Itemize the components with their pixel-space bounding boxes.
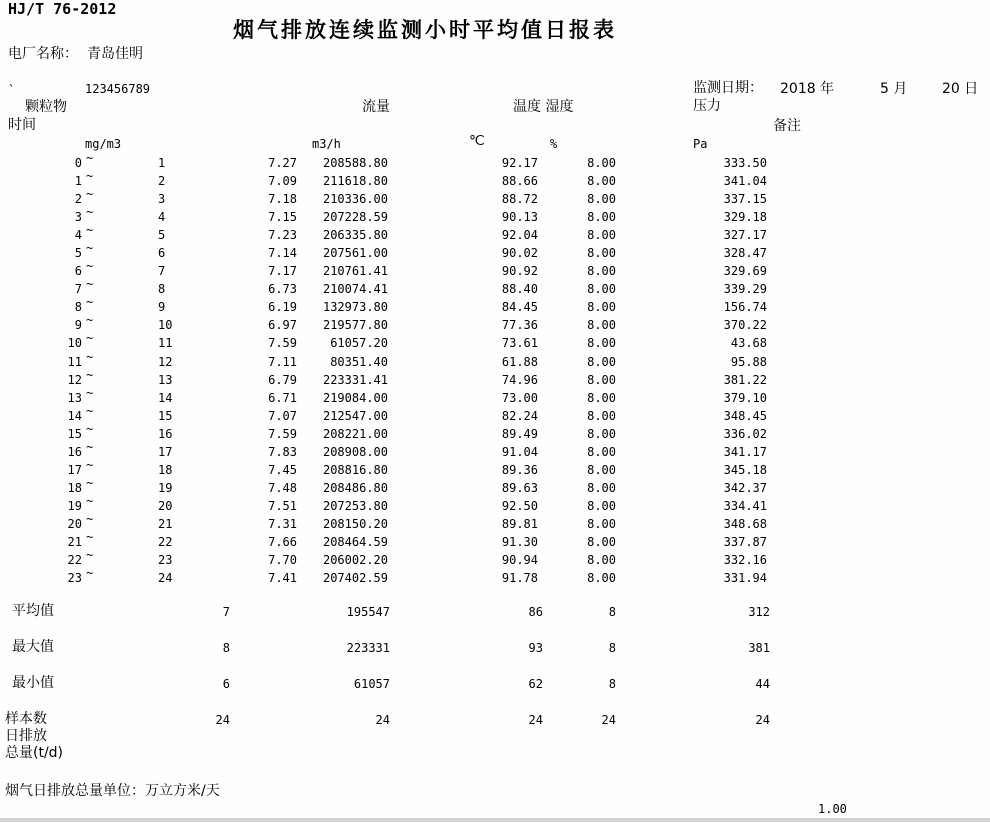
tilde-separator: ~ [86,205,94,220]
cell-temperature: 88.40 [501,282,538,297]
cell-pressure: 333.50 [723,156,767,170]
cell-hour-end: 20 [158,498,173,513]
table-row [0,349,990,371]
cell-hour-end: 21 [158,516,173,531]
cell-pressure: 331.94 [723,571,767,586]
cell-hour-start: 7 [74,282,82,297]
table-row [0,241,990,262]
cell-flow: 223331.41 [322,372,388,387]
cell-dust: 6.97 [268,318,297,333]
table-row [0,151,990,172]
cell-pressure: 328.47 [723,246,767,261]
cell-flow: 210074.41 [322,282,388,297]
cell-hour-end: 8 [158,282,166,297]
cell-hour-end: 16 [158,426,173,441]
cell-flow: 208464.59 [322,534,388,549]
cell-flow: 132973.80 [322,300,388,315]
cell-flow: 211618.80 [322,174,388,189]
cell-hour-start: 8 [74,300,82,315]
cell-hour-end: 10 [158,318,173,333]
summary-temperature: 24 [528,713,543,727]
cell-hour-start: 4 [74,228,82,243]
cell-hour-start: 17 [67,462,82,477]
table-row [0,439,990,461]
cell-dust: 7.15 [268,210,297,225]
cell-humidity: 8.00 [587,462,616,477]
cell-flow: 219084.00 [322,390,388,405]
cell-dust: 7.70 [268,553,297,568]
column-header-flow: 流量 [362,99,390,115]
tilde-separator: ~ [86,439,94,454]
page-scale-value: 1.00 [818,802,847,816]
table-row [0,421,990,443]
summary-temperature: 93 [528,641,543,655]
cell-temperature: 90.92 [501,264,538,279]
cell-hour-start: 1 [74,174,82,189]
cell-hour-start: 9 [74,318,82,333]
cell-pressure: 95.88 [730,354,767,369]
unit-temperature: ℃ [469,133,485,149]
summary-flow: 61057 [353,677,390,691]
cell-hour-end: 7 [158,264,166,279]
cell-flow: 206335.80 [322,228,388,243]
cell-humidity: 8.00 [587,300,616,315]
tilde-separator: ~ [86,151,94,165]
tilde-separator: ~ [86,493,94,508]
cell-dust: 6.73 [268,282,297,297]
unit-humidity: % [550,137,558,151]
tilde-separator: ~ [86,313,94,328]
summary-humidity: 24 [601,713,616,727]
cell-hour-start: 0 [74,156,82,170]
tilde-separator: ~ [86,529,94,544]
table-row [0,548,990,569]
cell-humidity: 8.00 [587,372,616,387]
summary-label: 最小值 [12,675,54,691]
cell-humidity: 8.00 [587,534,616,549]
cell-flow: 208816.80 [322,462,388,477]
cell-temperature: 91.30 [501,534,538,549]
cell-pressure: 348.68 [723,516,767,531]
table-row [0,403,990,425]
cell-humidity: 8.00 [587,318,616,333]
tilde-separator: ~ [86,223,94,238]
cell-flow: 212547.00 [322,408,388,423]
cell-pressure: 156.74 [723,300,767,315]
cell-dust: 7.17 [268,264,297,279]
table-row [0,367,990,389]
table-row [0,187,990,208]
daily-emission-label-line1: 日排放 [5,728,47,744]
column-header-temp-humidity: 温度 湿度 [513,99,574,115]
table-row [0,493,990,515]
table-row [0,566,990,587]
cell-hour-start: 6 [74,264,82,279]
cell-pressure: 329.69 [723,264,767,279]
cell-temperature: 92.04 [501,228,538,243]
cell-hour-start: 21 [67,534,82,549]
tilde-separator: ~ [86,511,94,526]
summary-dust: 24 [215,713,230,727]
cell-temperature: 90.02 [501,246,538,261]
cell-humidity: 8.00 [587,228,616,243]
column-header-pressure: 压力 [693,98,721,114]
footer-unit-note: 烟气日排放总量单位：万立方米/天 [5,783,220,799]
cell-humidity: 8.00 [587,480,616,495]
cell-hour-start: 3 [74,210,82,225]
unit-pressure: Pa [693,137,708,151]
cell-hour-start: 11 [67,354,82,369]
cell-hour-end: 12 [158,354,173,369]
summary-flow: 195547 [346,605,390,619]
summary-row-average [0,604,990,620]
cell-flow: 207253.80 [322,498,388,513]
cell-flow: 208150.20 [322,516,388,531]
cell-humidity: 8.00 [587,210,616,225]
summary-humidity: 8 [608,605,616,619]
cell-temperature: 82.24 [501,408,538,423]
cell-humidity: 8.00 [587,426,616,441]
cell-hour-end: 19 [158,480,173,495]
cell-hour-end: 9 [158,300,166,315]
summary-humidity: 8 [608,641,616,655]
unit-dust: mg/m3 [85,137,122,151]
cell-temperature: 92.17 [501,156,538,170]
cell-temperature: 73.00 [501,390,538,405]
cell-hour-end: 22 [158,534,173,549]
summary-temperature: 86 [528,605,543,619]
cell-dust: 7.83 [268,444,297,459]
cell-temperature: 89.49 [501,426,538,441]
serial-number: 123456789 [85,82,151,96]
cell-flow: 80351.40 [330,354,388,369]
cell-humidity: 8.00 [587,571,616,586]
cell-pressure: 379.10 [723,390,767,405]
tilde-separator: ~ [86,331,94,346]
cell-temperature: 90.13 [501,210,538,225]
cell-flow: 207561.00 [322,246,388,261]
cell-flow: 206002.20 [322,553,388,568]
cell-hour-end: 23 [158,553,173,568]
hourly-data-table [0,151,990,587]
cell-pressure: 342.37 [723,480,767,495]
table-row [0,295,990,316]
cell-pressure: 336.02 [723,426,767,441]
summary-flow: 24 [375,713,390,727]
cell-temperature: 91.78 [501,571,538,586]
cell-temperature: 61.88 [501,354,538,369]
cell-dust: 6.19 [268,300,297,315]
standard-code: HJ/T 76-2012 [8,0,117,18]
cell-pressure: 332.16 [723,553,767,568]
cell-humidity: 8.00 [587,264,616,279]
tilde-separator: ~ [86,187,94,202]
cell-dust: 7.27 [268,156,297,170]
report-title: 烟气排放连续监测小时平均值日报表 [233,18,617,42]
cell-temperature: 90.94 [501,553,538,568]
summary-dust: 6 [222,677,230,691]
cell-dust: 7.48 [268,480,297,495]
cell-flow: 208908.00 [322,444,388,459]
cell-hour-start: 13 [67,390,82,405]
cell-pressure: 43.68 [730,336,767,351]
cell-dust: 7.41 [268,571,297,586]
cell-pressure: 337.15 [723,192,767,207]
cell-flow: 210336.00 [322,192,388,207]
summary-temperature: 62 [528,677,543,691]
table-row [0,529,990,551]
cell-humidity: 8.00 [587,516,616,531]
summary-row-sample-count [0,712,990,728]
monitor-date-label: 监测日期： [693,80,763,96]
cell-dust: 7.66 [268,534,297,549]
table-row [0,385,990,407]
cell-hour-start: 19 [67,498,82,513]
tilde-separator: ~ [86,349,94,364]
cell-humidity: 8.00 [587,444,616,459]
cell-hour-start: 5 [74,246,82,261]
cell-flow: 207228.59 [322,210,388,225]
cell-dust: 7.23 [268,228,297,243]
cell-hour-end: 17 [158,444,173,459]
cell-temperature: 91.04 [501,444,538,459]
cell-humidity: 8.00 [587,498,616,513]
tilde-separator: ~ [86,295,94,310]
tick-mark: ` [8,83,16,97]
cell-temperature: 92.50 [501,498,538,513]
cell-hour-end: 11 [158,336,173,351]
summary-flow: 223331 [346,641,390,655]
unit-flow: m3/h [312,137,341,151]
summary-humidity: 8 [608,677,616,691]
cell-hour-end: 14 [158,390,173,405]
cell-hour-start: 18 [67,480,82,495]
table-row [0,205,990,226]
summary-pressure: 44 [755,677,770,691]
cell-dust: 7.09 [268,174,297,189]
column-header-time: 时间 [8,117,36,133]
cell-pressure: 329.18 [723,210,767,225]
cell-temperature: 89.63 [501,480,538,495]
table-row [0,475,990,497]
summary-row-minimum [0,676,990,692]
cell-pressure: 337.87 [723,534,767,549]
cell-temperature: 89.36 [501,462,538,477]
plant-name-value: 青岛佳明 [87,46,143,62]
cell-pressure: 345.18 [723,462,767,477]
summary-pressure: 312 [748,605,770,619]
cell-humidity: 8.00 [587,553,616,568]
tilde-separator: ~ [86,403,94,418]
cell-hour-start: 14 [67,408,82,423]
cell-flow: 208221.00 [322,426,388,441]
cell-hour-end: 24 [158,571,173,586]
cell-humidity: 8.00 [587,408,616,423]
tilde-separator: ~ [86,367,94,382]
cell-dust: 7.18 [268,192,297,207]
cell-pressure: 327.17 [723,228,767,243]
cell-hour-end: 15 [158,408,173,423]
cell-flow: 207402.59 [322,571,388,586]
summary-dust: 7 [222,605,230,619]
cell-hour-end: 3 [158,192,166,207]
cell-dust: 7.45 [268,462,297,477]
tilde-separator: ~ [86,475,94,490]
summary-pressure: 381 [748,641,770,655]
cell-temperature: 84.45 [501,300,538,315]
cell-humidity: 8.00 [587,156,616,170]
cell-hour-start: 23 [67,571,82,586]
cell-hour-start: 15 [67,426,82,441]
table-row [0,331,990,352]
cell-pressure: 341.04 [723,174,767,189]
daily-emission-label-line2: 总量(t/d) [5,745,64,761]
cell-temperature: 73.61 [501,336,538,351]
summary-label: 最大值 [12,639,54,655]
cell-dust: 7.31 [268,516,297,531]
cell-pressure: 348.45 [723,408,767,423]
cell-temperature: 88.66 [501,174,538,189]
cell-hour-start: 2 [74,192,82,207]
column-header-remark: 备注 [773,118,801,134]
tilde-separator: ~ [86,259,94,274]
plant-name-label: 电厂名称： [8,46,78,62]
cell-dust: 6.79 [268,372,297,387]
cell-flow: 208486.80 [322,480,388,495]
table-row [0,169,990,190]
cell-hour-start: 22 [67,553,82,568]
summary-label: 平均值 [12,603,54,619]
cell-dust: 7.59 [268,336,297,351]
cell-humidity: 8.00 [587,192,616,207]
cell-dust: 7.14 [268,246,297,261]
cell-dust: 7.07 [268,408,297,423]
cell-humidity: 8.00 [587,282,616,297]
cell-hour-end: 18 [158,462,173,477]
monitor-date-day: 20 日 [942,81,979,97]
cell-temperature: 89.81 [501,516,538,531]
cell-hour-start: 12 [67,372,82,387]
summary-dust: 8 [222,641,230,655]
cell-flow: 210761.41 [322,264,388,279]
cell-dust: 7.51 [268,498,297,513]
tilde-separator: ~ [86,169,94,184]
cell-hour-end: 4 [158,210,166,225]
tilde-separator: ~ [86,385,94,400]
window-bottom-edge [0,818,990,822]
monitor-date-month: 5 月 [880,81,908,97]
table-row [0,259,990,280]
cell-temperature: 74.96 [501,372,538,387]
cell-humidity: 8.00 [587,390,616,405]
cell-pressure: 339.29 [723,282,767,297]
cell-hour-start: 16 [67,444,82,459]
cell-flow: 61057.20 [330,336,388,351]
cell-flow: 219577.80 [322,318,388,333]
cell-hour-start: 20 [67,516,82,531]
table-row [0,511,990,533]
cell-hour-end: 2 [158,174,166,189]
monitor-date-year: 2018 年 [780,81,835,97]
summary-row-maximum [0,640,990,656]
cell-temperature: 88.72 [501,192,538,207]
cell-humidity: 8.00 [587,336,616,351]
cell-dust: 7.59 [268,426,297,441]
tilde-separator: ~ [86,421,94,436]
cell-pressure: 334.41 [723,498,767,513]
cell-humidity: 8.00 [587,354,616,369]
cell-pressure: 341.17 [723,444,767,459]
summary-label: 样本数 [5,711,47,727]
tilde-separator: ~ [86,277,94,292]
cell-hour-end: 1 [158,156,166,170]
cell-dust: 6.71 [268,390,297,405]
cell-pressure: 381.22 [723,372,767,387]
tilde-separator: ~ [86,457,94,472]
tilde-separator: ~ [86,548,94,563]
cell-hour-end: 5 [158,228,166,243]
column-header-dust: 颗粒物 [25,99,67,115]
cell-flow: 208588.80 [322,156,388,170]
cell-hour-start: 10 [67,336,82,351]
table-row [0,457,990,479]
cell-hour-end: 6 [158,246,166,261]
table-row [0,223,990,244]
cell-humidity: 8.00 [587,174,616,189]
summary-pressure: 24 [755,713,770,727]
cell-humidity: 8.00 [587,246,616,261]
tilde-separator: ~ [86,566,94,581]
cell-pressure: 370.22 [723,318,767,333]
tilde-separator: ~ [86,241,94,256]
table-row [0,277,990,298]
table-row [0,313,990,334]
cell-dust: 7.11 [268,354,297,369]
cell-hour-end: 13 [158,372,173,387]
cell-temperature: 77.36 [501,318,538,333]
